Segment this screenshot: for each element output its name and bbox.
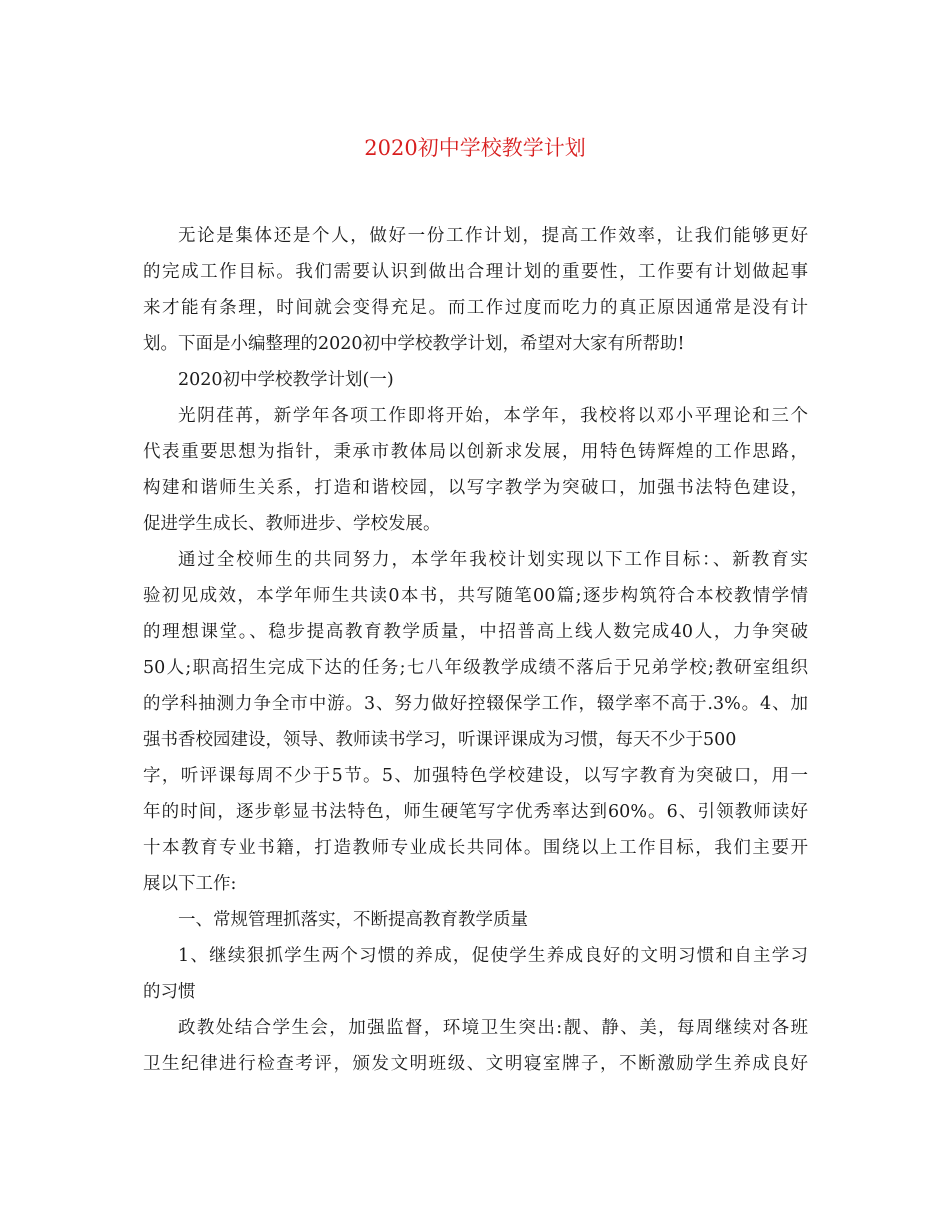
text-line: 促进学生成长、教师进步、学校发展。	[143, 514, 441, 534]
text-line: 强书香校园建设，领导、教师读书学习，听课评课成为习惯，每天不少于500	[143, 730, 737, 750]
text-line: 的完成工作目标。我们需要认识到做出合理计划的重要性，工作要有计划做起事	[143, 262, 808, 282]
text-line: 政教处结合学生会，加强监督，环境卫生突出:靓、静、美，每周继续对各班	[178, 1018, 808, 1038]
document-title: 2020初中学校教学计划	[364, 136, 586, 160]
text-line: 50人;职高招生完成下达的任务;七八年级教学成绩不落后于兄弟学校;教研室组织	[143, 658, 808, 678]
text-line: 卫生纪律进行检查考评，颁发文明班级、文明寝室牌子，不断激励学生养成良好	[143, 1054, 808, 1074]
text-line: 字，听评课每周不少于5节。5、加强特色学校建设，以写字教育为突破口，用一	[143, 766, 808, 786]
section-heading: 一、常规管理抓落实，不断提高教育教学质量	[178, 910, 528, 930]
section-heading: 2020初中学校教学计划(一)	[178, 370, 394, 390]
text-line: 的理想课堂。、稳步提高教育教学质量，中招普高上线人数完成40人，力争突破	[143, 622, 808, 642]
text-line: 无论是集体还是个人，做好一份工作计划，提高工作效率，让我们能够更好	[178, 226, 808, 246]
text-line: 展以下工作:	[143, 874, 237, 894]
text-line: 的习惯	[143, 982, 196, 1002]
text-line: 验初见成效，本学年师生共读0本书，共写随笔00篇;逐步构筑符合本校教情学情	[143, 586, 808, 606]
text-line: 的学科抽测力争全市中游。3、努力做好控辍保学工作，辍学率不高于.3%。4、加	[143, 694, 808, 714]
text-line: 光阴荏苒，新学年各项工作即将开始，本学年，我校将以邓小平理论和三个	[178, 406, 808, 426]
text-line: 划。下面是小编整理的2020初中学校教学计划，希望对大家有所帮助!	[143, 334, 685, 354]
text-line: 十本教育专业书籍，打造教师专业成长共同体。围绕以上工作目标，我们主要开	[143, 838, 808, 858]
text-line: 年的时间，逐步彰显书法特色，师生硬笔写字优秀率达到60%。6、引领教师读好	[143, 802, 808, 822]
text-line: 通过全校师生的共同努力，本学年我校计划实现以下工作目标：、新教育实	[178, 550, 808, 570]
text-line: 1、继续狠抓学生两个习惯的养成，促使学生养成良好的文明习惯和自主学习	[178, 946, 808, 966]
text-line: 代表重要思想为指针，秉承市教体局以创新求发展，用特色铸辉煌的工作思路，	[143, 442, 808, 462]
text-line: 构建和谐师生关系，打造和谐校园，以写字教学为突破口，加强书法特色建设，	[143, 478, 808, 498]
text-line: 来才能有条理，时间就会变得充足。而工作过度而吃力的真正原因通常是没有计	[143, 298, 808, 318]
